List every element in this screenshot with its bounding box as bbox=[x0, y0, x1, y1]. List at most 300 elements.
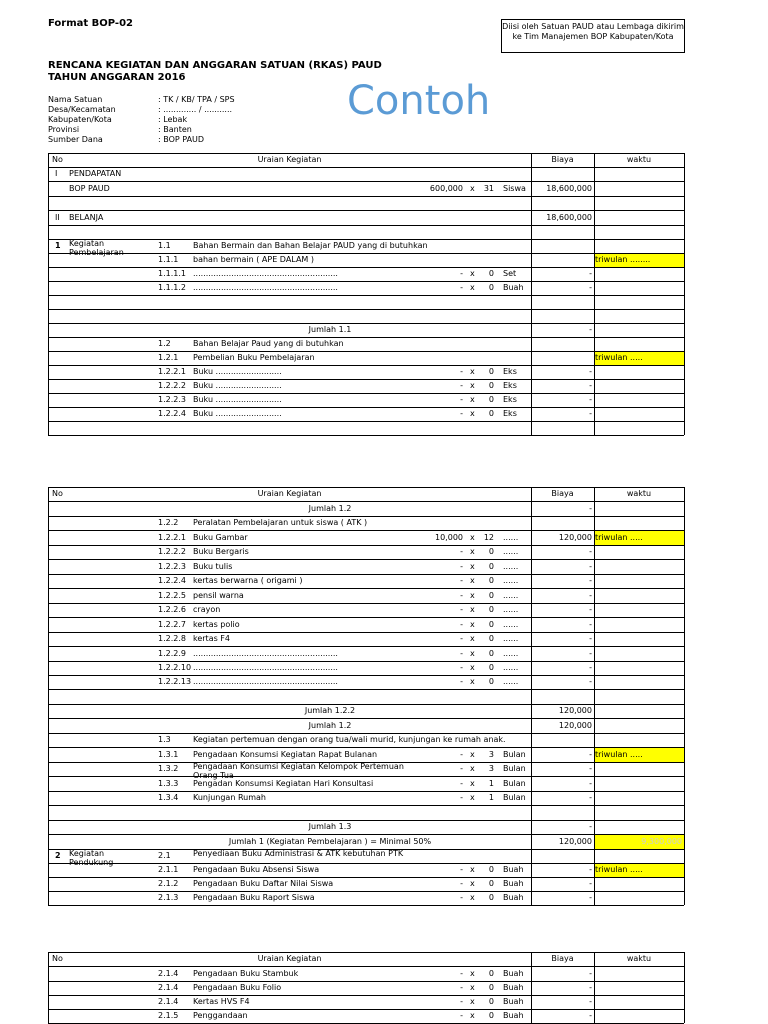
table-row-border bbox=[48, 646, 684, 647]
item-description: Kertas HVS F4 bbox=[193, 997, 250, 1006]
info-label: Desa/Kecamatan bbox=[48, 105, 116, 114]
cost-value: - bbox=[589, 381, 592, 390]
unit: Bulan bbox=[503, 764, 526, 773]
cost-value: - bbox=[589, 764, 592, 773]
quantity: 3 bbox=[488, 749, 494, 759]
cost-value: - bbox=[589, 576, 592, 585]
item-code: 1.2.2.1 bbox=[158, 532, 186, 542]
item-description: Pengadaan Buku Absensi Siswa bbox=[193, 865, 320, 874]
table-row-border bbox=[48, 632, 684, 633]
item-description: bahan bermain ( APE DALAM ) bbox=[193, 255, 314, 264]
schedule-value: triwulan ..... bbox=[595, 865, 643, 874]
times-sign: x bbox=[470, 269, 475, 278]
item-code: 2.1.4 bbox=[158, 997, 179, 1006]
times-sign: x bbox=[470, 749, 475, 759]
unit: ...... bbox=[503, 561, 519, 571]
quantity: 0 bbox=[488, 590, 494, 600]
column-header-waktu: waktu bbox=[626, 155, 652, 164]
item-code: 1.2.2.2 bbox=[158, 547, 186, 556]
item-code: 1.2.2.13 bbox=[158, 677, 192, 686]
table-row-border bbox=[48, 351, 684, 352]
table-row-border bbox=[48, 952, 684, 953]
quantity: 0 bbox=[488, 381, 494, 390]
table-row-border bbox=[48, 966, 684, 967]
table-row-border bbox=[48, 704, 684, 705]
unit: Buah bbox=[503, 865, 524, 874]
item-code: 1.3.4 bbox=[158, 793, 179, 802]
times-sign: x bbox=[470, 283, 475, 292]
times-sign: x bbox=[470, 576, 475, 585]
table-row-border bbox=[48, 545, 684, 546]
item-description: crayon bbox=[193, 605, 221, 614]
item-description: kertas F4 bbox=[193, 634, 230, 643]
quantity: 12 bbox=[483, 532, 494, 542]
quantity: 31 bbox=[483, 183, 494, 193]
table-row-border bbox=[48, 805, 684, 806]
info-label: Sumber Dana bbox=[48, 135, 103, 144]
row-number: I bbox=[55, 169, 58, 178]
times-sign: x bbox=[470, 997, 475, 1006]
unit: Bulan bbox=[503, 778, 526, 788]
unit: ...... bbox=[503, 547, 519, 556]
unit: ...... bbox=[503, 532, 519, 542]
unit: Siswa bbox=[503, 183, 526, 193]
cost-value: - bbox=[589, 395, 592, 404]
item-description: Pengadaan Buku Daftar Nilai Siswa bbox=[193, 879, 334, 888]
item-description: Buku .......................... bbox=[193, 381, 282, 390]
item-code: 1.2.2 bbox=[158, 518, 179, 527]
item-code: 1.2.2.7 bbox=[158, 619, 186, 629]
item-code: 2.1.1 bbox=[158, 865, 179, 874]
cost-value: - bbox=[589, 648, 592, 658]
unit-price: 10,000 bbox=[435, 532, 463, 542]
quantity: 0 bbox=[488, 865, 494, 874]
unit: Buah bbox=[503, 968, 524, 978]
info-value: : Lebak bbox=[158, 115, 188, 124]
quantity: 0 bbox=[488, 968, 494, 978]
times-sign: x bbox=[470, 367, 475, 376]
format-code: Format BOP-02 bbox=[48, 18, 133, 29]
schedule-value: triwulan ..... bbox=[595, 749, 643, 759]
cost-value: - bbox=[589, 367, 592, 376]
times-sign: x bbox=[470, 1011, 475, 1020]
unit-price: - bbox=[460, 409, 463, 418]
cost-value: - bbox=[589, 325, 592, 334]
unit: ...... bbox=[503, 663, 519, 672]
subtotal-label: Jumlah 1.2 bbox=[308, 503, 352, 513]
table-row-border bbox=[48, 733, 684, 734]
item-code: 1.2.2.1 bbox=[158, 367, 186, 376]
table-column-border bbox=[684, 153, 685, 435]
unit: ...... bbox=[503, 648, 519, 658]
times-sign: x bbox=[470, 381, 475, 390]
table-row-border bbox=[48, 718, 684, 719]
info-value: : ............. / ........... bbox=[158, 105, 233, 114]
table-row-border bbox=[48, 791, 684, 792]
table-row-border bbox=[48, 995, 684, 996]
unit: Buah bbox=[503, 283, 524, 292]
unit-price: - bbox=[460, 590, 463, 600]
table-row-border bbox=[48, 267, 684, 268]
quantity: 3 bbox=[488, 764, 494, 773]
table-row-border bbox=[48, 603, 684, 604]
unit: Eks bbox=[503, 395, 517, 404]
cost-value: - bbox=[589, 968, 592, 978]
unit: Eks bbox=[503, 409, 517, 418]
times-sign: x bbox=[470, 893, 475, 902]
unit: Buah bbox=[503, 893, 524, 902]
table-row-border bbox=[48, 891, 684, 892]
item-description: kertas berwarna ( origami ) bbox=[193, 576, 303, 585]
cost-value: - bbox=[589, 409, 592, 418]
unit: Set bbox=[503, 269, 517, 278]
times-sign: x bbox=[470, 983, 475, 992]
table-row-border bbox=[48, 323, 684, 324]
table-row-border bbox=[48, 834, 684, 835]
item-description: Pengadan Konsumsi Kegiatan Hari Konsultasi bbox=[193, 778, 374, 788]
quantity: 0 bbox=[488, 983, 494, 992]
item-code: 1.2.2.8 bbox=[158, 634, 186, 643]
unit-price: - bbox=[460, 381, 463, 390]
item-description: kertas polio bbox=[193, 619, 240, 629]
unit-price: - bbox=[460, 663, 463, 672]
unit: Buah bbox=[503, 879, 524, 888]
cost-value: - bbox=[589, 865, 592, 874]
row-category: Kegiatan Pembelajaran bbox=[69, 239, 124, 257]
times-sign: x bbox=[470, 663, 475, 672]
cost-value: - bbox=[589, 634, 592, 643]
table-row-border bbox=[48, 588, 684, 589]
row-number: 2 bbox=[55, 851, 61, 860]
cost-value: 18,600,000 bbox=[546, 212, 592, 222]
cost-value: - bbox=[589, 503, 592, 513]
item-description: Pengadaan Konsumsi Kegiatan Kelompok Pertemuan Orang Tua bbox=[193, 762, 404, 780]
item-description: Penggandaan bbox=[193, 1011, 248, 1020]
quantity: 1 bbox=[488, 793, 494, 802]
quantity: 0 bbox=[488, 619, 494, 629]
quantity: 0 bbox=[488, 283, 494, 292]
item-code: 1.2.2.4 bbox=[158, 409, 186, 418]
cost-value: 120,000 bbox=[558, 720, 592, 730]
quantity: 0 bbox=[488, 395, 494, 404]
item-code: 1.3.2 bbox=[158, 764, 179, 773]
cost-value: - bbox=[589, 1011, 592, 1020]
table-row-border bbox=[48, 407, 684, 408]
times-sign: x bbox=[470, 183, 475, 193]
item-description: Bahan Belajar Paud yang di butuhkan bbox=[193, 339, 344, 348]
quantity: 0 bbox=[488, 1011, 494, 1020]
table-row-border bbox=[48, 153, 684, 154]
item-description: ......................................................... bbox=[193, 663, 338, 672]
cost-value: - bbox=[589, 547, 592, 556]
unit-price: - bbox=[460, 395, 463, 404]
cost-value: - bbox=[589, 793, 592, 802]
item-code: 1.2 bbox=[158, 339, 171, 348]
unit: ...... bbox=[503, 634, 519, 643]
item-description: Peralatan Pembelajaran untuk siswa ( ATK ) bbox=[193, 518, 368, 527]
times-sign: x bbox=[470, 547, 475, 556]
unit-price: - bbox=[460, 793, 463, 802]
subtotal-label: Jumlah 1.1 bbox=[308, 325, 352, 334]
info-label: Nama Satuan bbox=[48, 95, 103, 104]
table-row-border bbox=[48, 877, 684, 878]
item-description: ......................................................... bbox=[193, 648, 338, 658]
row-category: PENDAPATAN bbox=[69, 169, 122, 178]
item-code: 1.2.1 bbox=[158, 353, 179, 362]
unit-price: - bbox=[460, 576, 463, 585]
unit: ...... bbox=[503, 576, 519, 585]
table-column-border bbox=[684, 952, 685, 1023]
item-description: Buku tulis bbox=[193, 561, 233, 571]
info-label: Provinsi bbox=[48, 125, 80, 134]
unit: ...... bbox=[503, 619, 519, 629]
item-description: ......................................................... bbox=[193, 283, 338, 292]
quantity: 0 bbox=[488, 576, 494, 585]
item-description: Pengadaan Buku Raport Siswa bbox=[193, 893, 315, 902]
times-sign: x bbox=[470, 677, 475, 686]
quantity: 0 bbox=[488, 409, 494, 418]
unit-price: - bbox=[460, 968, 463, 978]
row-number: II bbox=[55, 212, 60, 222]
cost-value: - bbox=[589, 663, 592, 672]
unit: Bulan bbox=[503, 749, 526, 759]
times-sign: x bbox=[470, 590, 475, 600]
quantity: 0 bbox=[488, 634, 494, 643]
unit-price: - bbox=[460, 865, 463, 874]
cost-value: 120,000 bbox=[558, 836, 592, 846]
item-code: 2.1 bbox=[158, 851, 171, 860]
cost-value: - bbox=[589, 983, 592, 992]
unit-price: - bbox=[460, 997, 463, 1006]
table-row-border bbox=[48, 181, 684, 182]
table-row-border bbox=[48, 210, 684, 211]
times-sign: x bbox=[470, 648, 475, 658]
cost-value: - bbox=[589, 997, 592, 1006]
table-row-border bbox=[48, 981, 684, 982]
table-row-border bbox=[48, 295, 684, 296]
table-row-border bbox=[48, 337, 684, 338]
table-row-border bbox=[48, 820, 684, 821]
table-row-border bbox=[48, 675, 684, 676]
item-description: Pembelian Buku Pembelajaran bbox=[193, 353, 315, 362]
unit-price: 600,000 bbox=[429, 183, 463, 193]
table-row-border bbox=[48, 501, 684, 502]
item-description: Buku Bergaris bbox=[193, 547, 249, 556]
unit-price: - bbox=[460, 619, 463, 629]
cost-value: 18,600,000 bbox=[546, 183, 592, 193]
column-header-no: No bbox=[52, 954, 63, 963]
item-description: ......................................................... bbox=[193, 269, 338, 278]
item-code: 2.1.5 bbox=[158, 1011, 179, 1020]
table-row-border bbox=[48, 516, 684, 517]
item-code: 1.1.1.1 bbox=[158, 269, 186, 278]
unit: ...... bbox=[503, 605, 519, 614]
column-header-uraian: Uraian Kegiatan bbox=[257, 954, 322, 963]
table-row-border bbox=[48, 747, 684, 748]
unit: Eks bbox=[503, 381, 517, 390]
table-row-border bbox=[48, 309, 684, 310]
table-row-border bbox=[48, 530, 684, 531]
table-row-border bbox=[48, 365, 684, 366]
item-description: Bahan Bermain dan Bahan Belajar PAUD yang di butuhkan bbox=[193, 241, 428, 250]
table-row-border bbox=[48, 167, 684, 168]
item-code: 1.2.2.6 bbox=[158, 605, 186, 614]
document-title: RENCANA KEGIATAN DAN ANGGARAN SATUAN (RKAS) PAUD bbox=[48, 60, 382, 71]
cost-value: - bbox=[589, 590, 592, 600]
table-row-border bbox=[48, 281, 684, 282]
times-sign: x bbox=[470, 561, 475, 571]
sample-watermark: Contoh bbox=[347, 78, 491, 124]
item-description: Buku .......................... bbox=[193, 367, 282, 376]
cost-value: 120,000 bbox=[558, 706, 592, 715]
column-header-biaya: Biaya bbox=[551, 954, 574, 963]
times-sign: x bbox=[470, 532, 475, 542]
info-value: : BOP PAUD bbox=[158, 135, 205, 144]
table-row-border bbox=[48, 196, 684, 197]
item-code: 1.2.2.5 bbox=[158, 590, 186, 600]
unit-price: - bbox=[460, 561, 463, 571]
row-category: BOP PAUD bbox=[69, 183, 110, 193]
instruction-note: Diisi oleh Satuan PAUD atau Lembaga dikirim ke Tim Manajemen BOP Kabupaten/Kota bbox=[501, 19, 685, 53]
column-header-biaya: Biaya bbox=[551, 489, 574, 498]
unit-price: - bbox=[460, 269, 463, 278]
item-code: 2.1.4 bbox=[158, 983, 179, 992]
table-row-border bbox=[48, 574, 684, 575]
times-sign: x bbox=[470, 879, 475, 888]
column-header-uraian: Uraian Kegiatan bbox=[257, 155, 322, 164]
schedule-value: triwulan ........ bbox=[595, 255, 651, 264]
quantity: 0 bbox=[488, 561, 494, 571]
table-row-border bbox=[48, 393, 684, 394]
unit-price: - bbox=[460, 778, 463, 788]
unit-price: - bbox=[460, 648, 463, 658]
times-sign: x bbox=[470, 793, 475, 802]
item-code: 1.3 bbox=[158, 735, 171, 744]
unit: Eks bbox=[503, 367, 517, 376]
times-sign: x bbox=[470, 619, 475, 629]
item-code: 1.2.2.3 bbox=[158, 395, 186, 404]
column-header-uraian: Uraian Kegiatan bbox=[257, 489, 322, 498]
item-description: Buku .......................... bbox=[193, 395, 282, 404]
item-code: 1.2.2.10 bbox=[158, 663, 192, 672]
cost-value: - bbox=[589, 778, 592, 788]
schedule-value: 9,300,000 bbox=[641, 836, 682, 846]
table-row-border bbox=[48, 689, 684, 690]
row-number: 1 bbox=[55, 241, 61, 250]
quantity: 0 bbox=[488, 269, 494, 278]
info-label: Kabupaten/Kota bbox=[48, 115, 112, 124]
row-category: Kegiatan Pendukung bbox=[69, 849, 114, 867]
item-description: Pengadaan Konsumsi Kegiatan Rapat Bulanan bbox=[193, 749, 378, 759]
item-code: 1.1.1 bbox=[158, 255, 179, 264]
times-sign: x bbox=[470, 764, 475, 773]
item-description: Penyediaan Buku Administrasi & ATK kebutuhan PTK bbox=[193, 849, 404, 858]
subtotal-label: Jumlah 1.2.2 bbox=[304, 706, 356, 715]
unit-price: - bbox=[460, 983, 463, 992]
cost-value: - bbox=[589, 605, 592, 614]
quantity: 0 bbox=[488, 997, 494, 1006]
item-code: 1.2.2.2 bbox=[158, 381, 186, 390]
quantity: 0 bbox=[488, 893, 494, 902]
item-description: Buku Gambar bbox=[193, 532, 248, 542]
table-column-border bbox=[48, 487, 49, 905]
quantity: 1 bbox=[488, 778, 494, 788]
cost-value: - bbox=[589, 677, 592, 686]
cost-value: 120,000 bbox=[558, 532, 592, 542]
item-description: Kunjungan Rumah bbox=[193, 793, 266, 802]
item-code: 2.1.2 bbox=[158, 879, 179, 888]
unit: ...... bbox=[503, 677, 519, 686]
unit-price: - bbox=[460, 764, 463, 773]
item-code: 1.3.1 bbox=[158, 749, 179, 759]
unit: Bulan bbox=[503, 793, 526, 802]
cost-value: - bbox=[589, 283, 592, 292]
times-sign: x bbox=[470, 395, 475, 404]
item-code: 1.2.2.4 bbox=[158, 576, 186, 585]
quantity: 0 bbox=[488, 879, 494, 888]
item-code: 2.1.3 bbox=[158, 893, 179, 902]
table-row-border bbox=[48, 905, 684, 906]
times-sign: x bbox=[470, 634, 475, 643]
item-code: 1.1 bbox=[158, 241, 171, 250]
cost-value: - bbox=[589, 619, 592, 629]
unit: Buah bbox=[503, 983, 524, 992]
cost-value: - bbox=[589, 749, 592, 759]
table-row-border bbox=[48, 487, 684, 488]
times-sign: x bbox=[470, 865, 475, 874]
unit: ...... bbox=[503, 590, 519, 600]
unit-price: - bbox=[460, 547, 463, 556]
table-row-border bbox=[48, 661, 684, 662]
column-header-biaya: Biaya bbox=[551, 155, 574, 164]
cost-value: - bbox=[589, 879, 592, 888]
item-code: 1.2.2.9 bbox=[158, 648, 186, 658]
info-value: : TK / KB/ TPA / SPS bbox=[158, 95, 235, 104]
table-row-border bbox=[48, 225, 684, 226]
times-sign: x bbox=[470, 778, 475, 788]
info-value: : Banten bbox=[158, 125, 192, 134]
table-row-border bbox=[48, 617, 684, 618]
column-header-no: No bbox=[52, 155, 63, 164]
item-description: ......................................................... bbox=[193, 677, 338, 686]
times-sign: x bbox=[470, 968, 475, 978]
quantity: 0 bbox=[488, 648, 494, 658]
quantity: 0 bbox=[488, 547, 494, 556]
subtotal-label: Jumlah 1 (Kegiatan Pembelajaran ) = Minimal 50% bbox=[228, 836, 432, 846]
unit-price: - bbox=[460, 367, 463, 376]
quantity: 0 bbox=[488, 663, 494, 672]
table-row-border bbox=[48, 559, 684, 560]
unit-price: - bbox=[460, 634, 463, 643]
subtotal-label: Jumlah 1.2 bbox=[308, 720, 352, 730]
item-description: Pengadaan Buku Stambuk bbox=[193, 968, 299, 978]
table-row-border bbox=[48, 1009, 684, 1010]
unit-price: - bbox=[460, 879, 463, 888]
table-column-border bbox=[684, 487, 685, 905]
cost-value: - bbox=[589, 822, 592, 831]
unit-price: - bbox=[460, 677, 463, 686]
schedule-value: triwulan ..... bbox=[595, 353, 643, 362]
schedule-value: triwulan ..... bbox=[595, 532, 643, 542]
item-description: pensil warna bbox=[193, 590, 244, 600]
unit: Buah bbox=[503, 1011, 524, 1020]
unit: Buah bbox=[503, 997, 524, 1006]
subtotal-label: Jumlah 1.3 bbox=[308, 822, 352, 831]
table-row-border bbox=[48, 435, 684, 436]
table-row-border bbox=[48, 421, 684, 422]
unit-price: - bbox=[460, 1011, 463, 1020]
unit-price: - bbox=[460, 283, 463, 292]
